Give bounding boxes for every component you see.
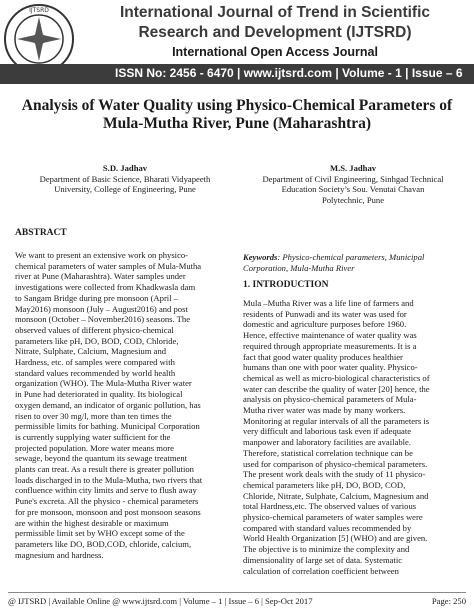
text-line: Mula –Mutha River was a life line of farmers and xyxy=(243,298,414,308)
author-affiliation: Department of Basic Science, Bharati Vidyapeeth xyxy=(39,173,211,184)
text-line: calculation of correlation coefficient between xyxy=(243,565,399,576)
text-line: chemical parameters of water samples of Mula-Mutha xyxy=(15,260,202,271)
keywords-text: : Physico-chemical parameters, Municipal Corporation, Mula-Mutha River xyxy=(243,252,425,273)
text-line: permissible limits for bathing. Municipal Corporation xyxy=(15,421,200,432)
abstract-heading: ABSTRACT xyxy=(15,228,67,238)
issn-band xyxy=(0,64,474,84)
author-affiliation: Polytechnic, Pune xyxy=(321,194,385,205)
text-line: Nitrate, Sulphate, Calcium, Magnesium and xyxy=(15,346,167,357)
text-line: risen to over 30 mg/l, more than ten times the xyxy=(15,410,172,421)
author-affiliation: Education Society’s Sou. Venutai Chavan xyxy=(281,184,425,194)
text-line: standard values recommended by world health xyxy=(15,367,176,378)
text-line: permissible limit set by WHO except some of the xyxy=(15,528,185,539)
issn-text: ISSN No: 2456 - 6470 | www.ijtsrd.com | Volume - 1 | Issue – 6 xyxy=(115,66,463,80)
text-line: residents of Punwadi and its water was used for xyxy=(243,308,407,319)
text-line: in Pune had deteriorated in quality. Its biological xyxy=(15,389,183,400)
text-line: Chloride, Nitrate, Sulphate, Calcium, Magnesium and xyxy=(243,490,429,501)
page-number: Page: 250 xyxy=(431,596,466,606)
text-line: river at Pune (Maharashtra). Water samples under xyxy=(15,271,186,282)
text-line: to Sangam Bridge during pre monsoon (April – xyxy=(15,292,179,303)
text-line: domestic and agriculture purposes before 1960. xyxy=(243,319,407,330)
title-line: Analysis of Water Quality using Physico-Chemical Parameters of xyxy=(21,97,453,114)
text-line: May2016) monsoon (July – August2016) and post xyxy=(15,303,188,314)
page-footer xyxy=(8,592,466,606)
text-line: water can describe the quality of water [20] hence, the xyxy=(243,383,430,394)
text-line: chemical as well as micro-biological characteristics of xyxy=(243,372,430,383)
text-line: The objective is to minimize the complexity and xyxy=(243,544,410,555)
journal-name-line2: Research and Development (IJTSRD) xyxy=(138,24,412,41)
keywords-label: Keywords xyxy=(243,252,278,262)
keywords xyxy=(243,252,461,273)
text-line: parameters like pH, DO, BOD, COD, Chloride, xyxy=(15,335,179,346)
text-line: used for comparison of physico-chemical parameters. xyxy=(243,458,428,469)
text-line: Mutha river water was made by many workers. xyxy=(243,405,406,416)
svg-text:IJTSRD: IJTSRD xyxy=(29,7,49,14)
author-affiliation: University, College of Engineering, Pune xyxy=(54,184,196,194)
text-line: World Health Organization [5] (WHO) and are given. xyxy=(243,533,428,544)
author-name: S.D. Jadhav xyxy=(102,163,148,173)
author-name: M.S. Jadhav xyxy=(329,163,377,173)
text-line: manpower and laboratory facilities are available. xyxy=(243,437,411,448)
text-line: chemical parameters like pH, DO, BOD, COD, xyxy=(243,479,406,490)
paper-title xyxy=(0,97,474,133)
introduction-heading: 1. INTRODUCTION xyxy=(243,280,329,290)
author-block xyxy=(243,163,463,205)
text-line: plants can treat. As a result there is greater pollution xyxy=(15,464,194,475)
author-block xyxy=(15,163,235,195)
text-line: magnesium and hardness. xyxy=(15,549,104,560)
text-line: Therefore, statistical correlation technique can be xyxy=(243,447,413,458)
text-line: analysis on physico-chemical parameters of Mula- xyxy=(243,394,417,405)
text-line: physico-chemical parameters of water samples were xyxy=(243,512,423,523)
text-line: loads discharged in to the Mula-Mutha, two rivers that xyxy=(15,474,203,485)
text-line: for pre monsoon, monsoon and post monsoon seasons xyxy=(15,506,201,517)
text-line: fact that good water quality produces healthier xyxy=(243,351,403,362)
text-line: required through appropriate measurements. It is a xyxy=(243,340,417,351)
text-line: humans than one with poor water quality. Physico- xyxy=(243,362,418,373)
journal-name-line1: International Journal of Trend in Scientific xyxy=(119,4,431,21)
text-line: We want to present an extensive work on physico- xyxy=(15,250,189,260)
text-line: total Hardness,etc. The observed values of various xyxy=(243,501,417,512)
text-line: organization (WHO). The Mula-Mutha River water xyxy=(15,378,192,389)
journal-subtitle: International Open Access Journal xyxy=(172,45,378,59)
text-line: compared with standard values recommended by xyxy=(243,522,412,533)
text-line: sewage, beyond the quantum its sewage treatment xyxy=(15,453,188,464)
text-line: projected population. More water means more xyxy=(15,442,174,453)
text-line: Monitoring at regular intervals of all the parameters is xyxy=(243,415,430,426)
text-line: parameters like DO, BOD,COD, chloride, calcium, xyxy=(15,538,192,549)
text-line: confluence within city limits and serve to flush away xyxy=(15,485,197,496)
introduction-body xyxy=(243,298,461,576)
text-line: very difficult and laborious task even if adequate xyxy=(243,426,412,437)
text-line: dimensionality of large set of data. Systematic xyxy=(243,554,403,565)
text-line: Hence, effective maintenance of water quality was xyxy=(243,330,417,341)
text-line: The present work deals with the study of 11 physico- xyxy=(243,469,426,480)
footer-citation: @ IJTSRD | Available Online @ www.ijtsrd.com | Volume – 1 | Issue – 6 | Sep-Oct 2017 xyxy=(8,596,313,606)
title-line: Mula-Mutha River, Pune (Maharashtra) xyxy=(102,115,372,132)
abstract-body xyxy=(15,250,233,560)
author-affiliation: Department of Civil Engineering, Sinhgad Technical xyxy=(262,173,444,184)
text-line: monsoon (October – November2016) seasons. The xyxy=(15,314,191,325)
text-line: investigations were collected from Khadkwasla dam xyxy=(15,282,196,293)
text-line: Pune's excreta. All the physico - chemical parameters xyxy=(15,496,199,507)
text-line: is currently supplying water sufficient for the xyxy=(15,431,171,442)
text-line: Hardness, etc. of samples were compared with xyxy=(15,357,175,368)
journal-header xyxy=(0,0,474,88)
text-line: observed values of different physico-chemical xyxy=(15,324,174,335)
text-line: are within the highest desirable or maximum xyxy=(15,517,169,528)
text-line: oxygen demand, an indicator of organic pollution, has xyxy=(15,399,201,410)
